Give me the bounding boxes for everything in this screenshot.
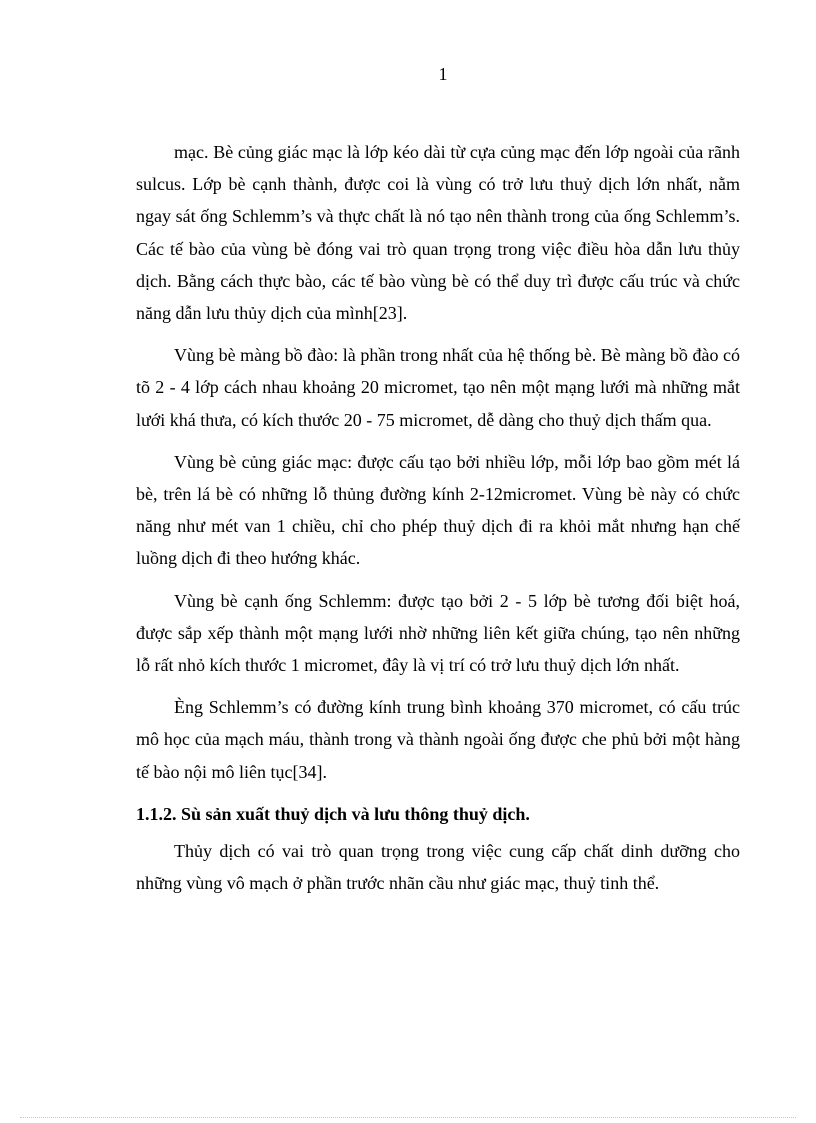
paragraph-aqueous-humor: Thủy dịch có vai trò quan trọng trong việc cung cấp chất dinh dưỡng cho những vùng vô mạch ở phần trước nhãn cầu như giác mạc, thuỷ tinh thể. <box>136 841 740 894</box>
paragraph-corneoscleral-meshwork: Vùng bè củng giác mạc: được cấu tạo bởi nhiều lớp, mỗi lớp bao gồm mét lá bè, trên lá bè có những lỗ thủng đường kính 2-12micromet. Vùng bè này có chức năng như mét van 1 chiều, chỉ cho phép thuỷ dịch đi ra khỏi mắt nhưng hạn chế luồng dịch đi theo hướng khác. <box>136 451 740 569</box>
document-body <box>136 136 740 909</box>
paragraph-juxtacanalicular-meshwork: Vùng bè cạnh ống Schlemm: được tạo bởi 2 - 5 lớp bè tương đối biệt hoá, được sắp xếp thành một mạng lưới nhờ những liên kết giữa chúng, tạo nên những lỗ rất nhỏ kích thước 1 micromet, đây là vị trí có trở lưu thuỷ dịch lớn nhất. <box>136 590 740 676</box>
section-heading: 1.1.2. Sù sản xuất thuỷ dịch và lưu thông thuỷ dịch. <box>136 803 530 824</box>
paragraph-schlemm-canal: Èng Schlemm’s có đường kính trung bình khoảng 370 micromet, có cấu trúc mô học của mạch máu, thành trong và thành ngoài ống được che phủ bởi một hàng tế bào nội mô liên tục[34]. <box>136 697 740 782</box>
paragraph-uveal-meshwork: Vùng bè màng bồ đào: là phần trong nhất của hệ thống bè. Bè màng bồ đào có tõ 2 - 4 lớp cách nhau khoảng 20 micromet, tạo nên một mạng lưới mà những mắt lưới khá thưa, có kích thước 20 - 75 micromet, dễ dàng cho thuỷ dịch thấm qua. <box>136 345 740 430</box>
page-bottom-divider <box>20 1117 796 1118</box>
paragraph-trabecular-corneoscleral-continued: mạc. Bè củng giác mạc là lớp kéo dài từ cựa củng mạc đến lớp ngoài của rãnh sulcus. Lớp bè cạnh thành, được coi là vùng có trở lưu thuỷ dịch lớn nhất, nằm ngay sát ống Schlemm’s và thực chất là nó tạo nên thành trong của ống Schlemm’s. Các tế bào của vùng bè đóng vai trò quan trọng trong việc điều hòa dẫn lưu thủy dịch. Bằng cách thực bào, các tế bào vùng bè có thể duy trì được cấu trúc và chức năng dẫn lưu thủy dịch của mình[23]. <box>136 142 740 324</box>
page-number: 1 <box>438 64 448 84</box>
